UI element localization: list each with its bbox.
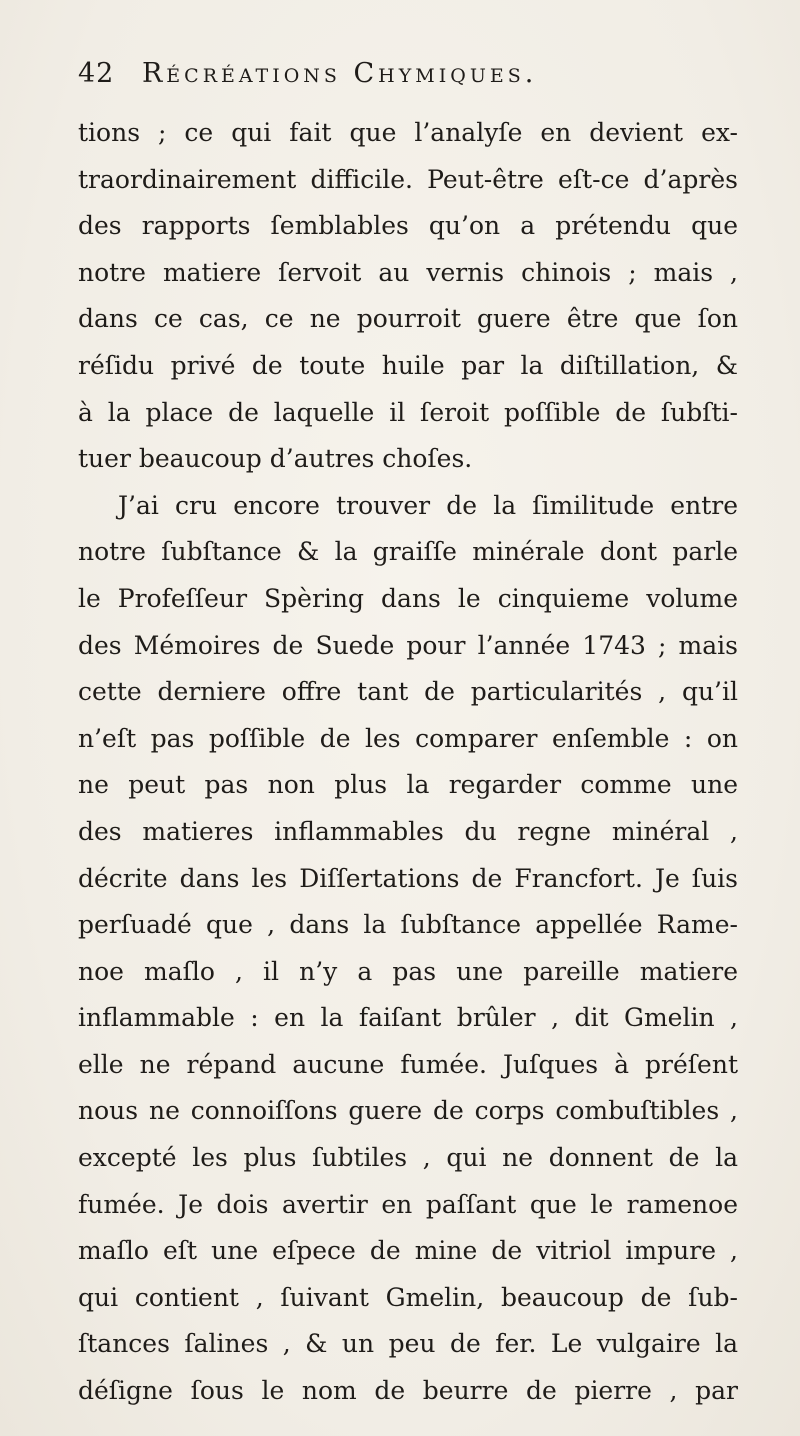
- text-line: ne peut pas non plus la regarder comme une: [78, 770, 738, 800]
- text-line: fumée. Je dois avertir en paſſant que le ramenoe: [78, 1189, 738, 1219]
- text-line: des rapports ſemblables qu’on a prétendu que: [78, 211, 738, 241]
- running-title: Récréations Chymiques.: [141, 58, 538, 89]
- text-line: inflammable : en la faiſant brûler , dit Gmelin ,: [78, 1003, 738, 1033]
- text-line: notre ſubſtance & la graiſſe minérale dont parle: [78, 537, 738, 567]
- text-line: à la place de laquelle il ſeroit poſſible de ſubſti-: [78, 397, 738, 427]
- text-line: nous ne connoiſſons guere de corps combuſtibles ,: [78, 1096, 738, 1126]
- text-line: qui contient , ſuivant Gmelin, beaucoup de ſub-: [78, 1282, 738, 1312]
- text-line: maſlo eſt une eſpece de mine de vitriol impure ,: [78, 1236, 738, 1266]
- text-line: des Mémoires de Suede pour l’année 1743 ; mais: [78, 630, 738, 660]
- text-line: le Profeſſeur Spèring dans le cinquieme volume: [78, 583, 738, 613]
- body-text: [78, 110, 738, 1415]
- text-line: cette derniere offre tant de particularités , qu’il: [78, 677, 738, 707]
- text-line: J’ai cru encore trouver de la ſimilitude entre: [118, 490, 738, 520]
- text-line: des matieres inflammables du regne minéral ,: [78, 816, 738, 846]
- text-line: dans ce cas, ce ne pourroit guere être que ſon: [78, 304, 738, 334]
- text-line: réſidu privé de toute huile par la diſtillation, &: [78, 350, 738, 380]
- text-line: perſuadé que , dans la ſubſtance appellée Rame-: [78, 910, 738, 940]
- text-line: notre matiere ſervoit au vernis chinois ; mais ,: [78, 257, 738, 287]
- text-line: elle ne répand aucune fumée. Juſques à préſent: [78, 1049, 738, 1079]
- page-number: 42: [78, 58, 115, 89]
- text-line: noe maſlo , il n’y a pas une pareille matiere: [78, 956, 738, 986]
- text-line: excepté les plus ſubtiles , qui ne donnent de la: [78, 1143, 738, 1173]
- running-head: [78, 58, 738, 102]
- text-line: tions ; ce qui fait que l’analyſe en devient ex-: [78, 118, 738, 147]
- text-line: tuer beaucoup d’autres choſes.: [78, 444, 473, 474]
- text-line: décrite dans les Diſſertations de Francfort. Je ſuis: [78, 863, 738, 893]
- text-line: ſtances ſalines , & un peu de fer. Le vulgaire la: [78, 1329, 738, 1359]
- text-line: n’eſt pas poſſible de les comparer enſemble : on: [78, 723, 738, 753]
- text-line: traordinairement difficile. Peut-être eſt-ce d’après: [78, 164, 738, 194]
- text-line: déſigne ſous le nom de beurre de pierre , par: [78, 1376, 738, 1406]
